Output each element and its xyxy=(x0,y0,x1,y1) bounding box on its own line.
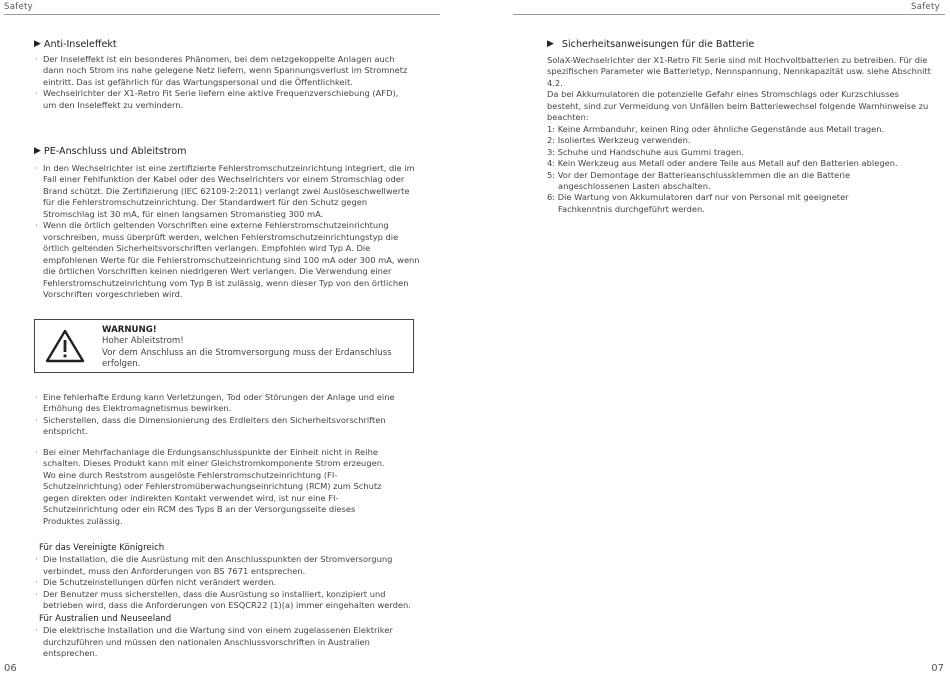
list-item: · Bei einer Mehrfachanlage die Erdungsanschlusspunkte der Einheit nicht in Reihe schalten. Dieses Produkt kann mit einer Gleichstromkomponente Strom erzeugen. Wo eine durch Reststrom ausgelöste Fehlerstromschutzeinrichtung (FI-Schutzeinrichtung) oder Fehlerstromüberwachungseinrichtung (RCM) zum Schutz gegen direkten oder indirekten Kontakt verwendet wird, ist nur eine FI-Schutzeinrichtung oder ein RCM des Typs B an der Versorgungsseite dieses Produktes zulässig. xyxy=(34,447,396,527)
uk-list xyxy=(34,554,418,611)
warning-text xyxy=(102,325,412,371)
list-item: 6: Die Wartung von Akkumulatoren darf nur von Personal mit geeigneter Fachkenntnis durchgeführt werden. xyxy=(547,192,849,214)
list-item: 5: Vor der Demontage der Batterieanschlussklemmen die an die Batterie angeschlossenen Lasten abschalten. xyxy=(547,169,851,191)
right-page xyxy=(475,0,950,679)
list-item: · Der Benutzer muss sicherstellen, dass die Ausrüstung so installiert, konzipiert und betrieben wird, dass die Anforderungen von ESQCR22 (1)(a) immer eingehalten werden. xyxy=(34,589,418,612)
anti-islanding-list xyxy=(34,54,414,111)
battery-intro-1: SolaX-Wechselrichter der X1-Retro Fit Serie sind mit Hochvoltbatterien zu betreiben. Für die spezifischen Parameter wie Batterietyp, Nennspannung, Nennkapazität usw. siehe Abschnitt 4.2. xyxy=(547,55,931,88)
list-item: 1: Keine Armbanduhr, keinen Ring oder ähnliche Gegenstände aus Metall tragen. xyxy=(547,123,885,134)
anti-islanding-heading: ▶ Anti-Inseleffekt xyxy=(34,39,117,50)
warning-triangle-icon xyxy=(45,329,85,363)
battery-section xyxy=(547,38,932,215)
pe-connection-list xyxy=(34,163,420,300)
battery-intro-2: Da bei Akkumulatoren die potenzielle Gefahr eines Stromschlags oder Kurzschlusses besteht, sind zur Vermeidung von Unfällen beim Batteriewechsel folgende Warnhinweise zu beachten: xyxy=(547,89,929,123)
au-nz-list xyxy=(34,625,404,659)
list-item: · Sicherstellen, dass die Dimensionierung des Erdleiters den Sicherheitsvorschriften entspricht. xyxy=(34,415,414,438)
warning-line-2: Vor dem Anschluss an die Stromversorgung muss der Erdanschluss erfolgen. xyxy=(102,347,392,370)
pe-connection-section xyxy=(34,145,420,300)
warning-box xyxy=(34,319,414,373)
list-item: · Der Inseleffekt ist ein besonderes Phänomen, bei dem netzgekoppelte Anlagen auch dann noch Strom ins nahe gelegene Netz liefern, wenn Spannungsverlust im Stromnetz eintritt. Das ist gefährlich für das Wartungspersonal und die Öffentlichkeit. xyxy=(34,54,414,88)
list-item: · Die elektrische Installation und die Wartung sind von einem zugelassenen Elektriker durchzuführen und müssen den nationalen Anschlussvorschriften in Australien entsprechen. xyxy=(34,625,404,659)
list-item: · Wenn die örtlich geltenden Vorschriften eine externe Fehlerstromschutzeinrichtung vorschreiben, muss überprüft werden, welchen Fehlerstromschutzeinrichtungstyp die örtlich geltenden Sicherheitsvorschriften verlangen. Empfohlen wird Typ A. Die empfohlenen Werte für die Fehlerstromschutzeinrichtung sind 100 mA oder 300 mA, wenn die örtlichen Vorschriften keinen niedrigeren Wert verlangen. Die Verwendung einer Fehlerstromschutzeinrichtung vom Typ B ist zulässig, wenn dieser Typ von den örtlichen Vorschriften vorgeschrieben wird. xyxy=(34,220,420,300)
anti-islanding-section xyxy=(34,38,414,111)
list-item: 3: Schuhe und Handschuhe aus Gummi tragen. xyxy=(547,146,744,157)
au-nz-heading: Für Australien und Neuseeland xyxy=(39,614,172,624)
uk-heading: Für das Vereinigte Königreich xyxy=(39,543,165,553)
multi-install-list xyxy=(34,447,396,527)
list-item: · In den Wechselrichter ist eine zertifizierte Fehlerstromschutzeinrichtung integriert, die im Fall einer Fehlfunktion der Kabel oder des Wechselrichters vor einem Stromschlag oder Brand schützt. Die Zertifizierung (IEC 62109-2:2011) verlangt zwei Auslöseschwellwerte für die Fehlerstromschutzeinrichtung. Der Standardwert für den Schutz gegen Stromschlag ist 30 mA, für einen langsamen Stromanstieg 300 mA. xyxy=(34,163,420,220)
list-item: · Die Installation, die die Ausrüstung mit den Anschlusspunkten der Stromversorgung verbindet, muss den Anforderungen von BS 7671 entsprechen. xyxy=(34,554,418,577)
header-rule-right xyxy=(513,14,945,15)
list-item: 4: Kein Werkzeug aus Metall oder andere Teile aus Metall auf den Batterien ablegen. xyxy=(547,158,898,169)
page-number-left: 06 xyxy=(4,663,17,674)
page-number-right: 07 xyxy=(931,663,944,674)
triangle-bullet-icon: ▶ xyxy=(34,146,41,156)
pe-connection-heading: ▶ PE-Anschluss und Ableitstrom xyxy=(34,146,187,157)
header-rule-left xyxy=(4,14,440,15)
battery-instructions-list xyxy=(547,124,932,216)
header-label-left: Safety xyxy=(4,2,33,12)
header-label-right: Safety xyxy=(911,2,940,12)
list-item: · Die Schutzeinstellungen dürfen nicht verändert werden. xyxy=(34,577,418,588)
battery-heading: ▶ Sicherheitsanweisungen für die Batterie xyxy=(547,39,755,50)
triangle-bullet-icon: ▶ xyxy=(34,39,41,49)
warning-line-1: Hoher Ableitstrom! xyxy=(102,336,184,347)
triangle-bullet-icon: ▶ xyxy=(547,39,554,49)
grounding-list xyxy=(34,392,414,438)
au-nz-section xyxy=(34,614,418,660)
multi-install-section xyxy=(34,447,396,527)
list-item: · Eine fehlerhafte Erdung kann Verletzungen, Tod oder Störungen der Anlage und eine Erhöhung des Elektromagnetismus bewirken. xyxy=(34,392,414,415)
grounding-section xyxy=(34,392,414,438)
warning-title: WARNUNG! xyxy=(102,325,157,335)
list-item: 2: Isoliertes Werkzeug verwenden. xyxy=(547,135,691,146)
uk-section xyxy=(34,543,418,612)
list-item: · Wechselrichter der X1-Retro Fit Serie liefern eine aktive Frequenzverschiebung (AFD), um den Inseleffekt zu verhindern. xyxy=(34,88,414,111)
